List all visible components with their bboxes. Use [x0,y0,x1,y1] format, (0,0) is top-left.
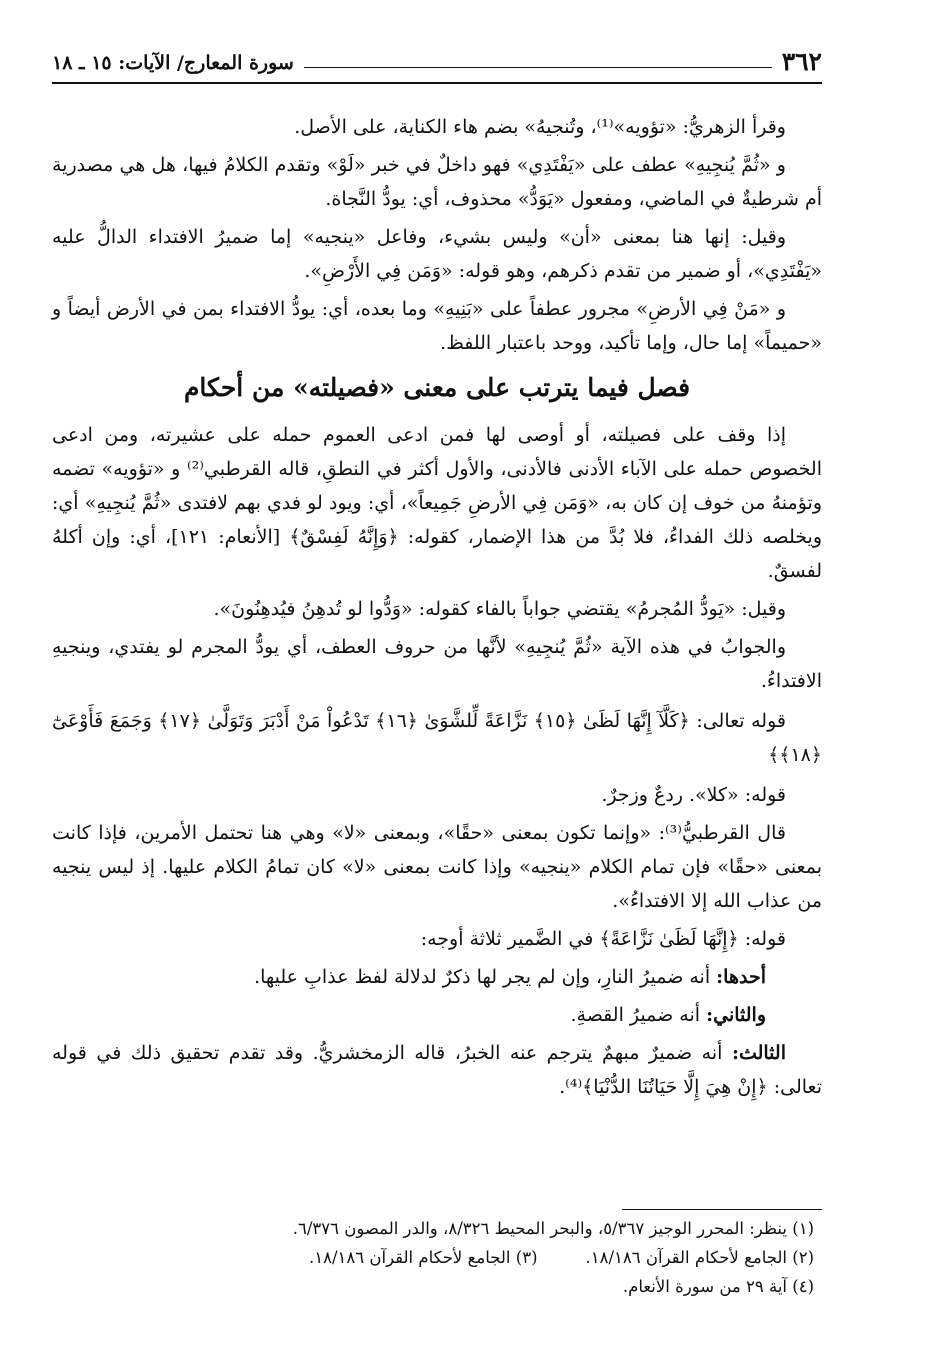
paragraph: وقرأ الزهريُّ: «تؤويه»⁽¹⁾، وتُنجيهُ» بضم هاء الكناية، على الأصل. [294,116,786,138]
surah-title: سورة المعارج/ الآيات: ١٥ ـ ١٨ [52,52,294,74]
footnotes [52,1214,822,1301]
paragraph: وقيل: «يَودُّ المُجرمُ» يقتضي جواباً بالفاء كقوله: «وَدُّوا لو تُدهِنُ فيُدهِنُونَ». [213,598,786,620]
footnote-separator [622,1209,822,1210]
footnote: (٤) آية ٢٩ من سورة الأنعام. [622,1277,814,1296]
aspect-text: أنه ضميرُ القصةِ. [570,1004,701,1026]
footnote-row [52,1243,822,1272]
page-header [52,38,822,84]
paragraph: إذا وقف على فصيلته، أو أوصى لها فمن ادعى العموم حمله على عشيرته، ومن ادعى الخصوص حمله على الآباء الأدنى فالأدنى، والأول أكثر في النطقِ، قاله القرطبي⁽²⁾ و «تؤويه» تضمه وتؤمنهُ من خوف إن كان به، «وَمَن فِي الأرضِ جَمِيعاً»، أي: ويود لو فدي بهم لافتدى «ثُمَّ يُنجِيهِ» أي: ويخلصه ذلك الفداءُ، فلا بُدَّ من هذا الإضمار، كقوله: ﴿وَإِنَّهُ لَفِسْقٌ﴾ [الأنعام: ١٢١]، أي: وإن أكلهُ لفسقٌ. [52,424,822,582]
paragraph: قال القرطبيُّ⁽³⁾: «وإنما تكون بمعنى «حقًا»، وبمعنى «لا» وهي هنا تحتمل الأمرين، فإذا كانت بمعنى «حقًا» فإن تمام الكلام «ينجيه» وإذا كانت بمعنى «لا» كان تمامُ الكلام عليها. إذ ليس ينجيه من عذاب الله إلا الافتداءُ». [52,822,822,912]
main-text [52,110,822,1108]
aspect-text: أنه ضميرُ النارِ، وإن لم يجر لها ذكرٌ لدلالة لفظ عذابِ عليها. [254,966,711,988]
paragraph: قوله: «كلا». ردعٌ وزجرٌ. [601,784,786,806]
paragraph: قوله: ﴿إِنَّهَا لَظَىٰ نَزَّاعَةً﴾ في الضَّمير ثلاثة أوجه: [420,928,786,950]
section-heading: فصل فيما يترتب على معنى «فصيلته» من أحكام [183,373,691,402]
paragraph: و «ثُمَّ يُنجِيهِ» عطف على «يَفْتَدِي» فهو داخلٌ في خبر «لَوْ» وتقدم الكلامُ فيها، هل هي مصدرية أم شرطيةٌ في الماضي، ومفعول «يَوَدُّ» محذوف، أي: يودُّ النَّجاة. [52,154,822,210]
paragraph: والجوابُ في هذه الآية «ثُمَّ يُنجِيهِ» لأنَّها من حروف العطف، أي يودُّ المجرم لو يفتدي، وينجيهِ الافتداءُ. [52,636,822,692]
aspect-text: أنه ضميرٌ مبهمٌ يترجم عنه الخبرُ، قاله الزمخشريُّ. وقد تقدم تحقيق ذلك في قوله تعالى: ﴿إِنْ هِيَ إِلَّا حَيَاتُنَا الدُّنْيَا﴾⁽⁴⁾. [52,1042,822,1098]
header-rule [304,67,772,68]
aspect-item [52,1036,822,1104]
aspect-item [52,960,822,994]
footnote: (١) ينظر: المحرر الوجيز ٥/٣٦٧، والبحر المحيط ٨/٣٢٦، والدر المصون ٦/٣٧٦. [292,1219,814,1238]
aspect-label: الثالث: [731,1042,786,1064]
paragraph: و «مَنْ فِي الأرضِ» مجرور عطفاً على «بَنِيهِ» وما بعده، أي: يودُّ الافتداء بمن في الأرض أيضاً و «حميماً» إما حال، وإما تأكيد، ووحد باعتبار اللفظ. [52,298,822,354]
paragraph: وقيل: إنها هنا بمعنى «أن» وليس بشيء، وفاعل «ينجيه» إما ضميرُ الافتداء الدالُّ عليه «يَفْتَدِي»، أو ضمير من تقدم ذكرهم، وهو قوله: «وَمَن فِي الأَرْضِ». [52,226,822,282]
aspect-item [52,998,822,1032]
page-number: ٣٦٢ [781,47,822,76]
aspect-label: أحدها: [716,966,766,988]
aspect-label: والثاني: [706,1004,766,1026]
verse-line: قوله تعالى: ﴿كَلَّآ إِنَّهَا لَظَىٰ ﴿١٥﴾ نَزَّاعَةً لِّلشَّوَىٰ ﴿١٦﴾ تَدْعُواْ مَنْ أَدْبَرَ وَتَوَلَّىٰ ﴿١٧﴾ وَجَمَعَ فَأَوْعَىٰٓ ﴿١٨﴾﴾ [52,710,822,766]
footnote: (٢) الجامع لأحكام القرآن ١٨/١٨٦. [585,1248,814,1267]
footnote: (٣) الجامع لأحكام القرآن ١٨/١٨٦. [309,1248,538,1267]
